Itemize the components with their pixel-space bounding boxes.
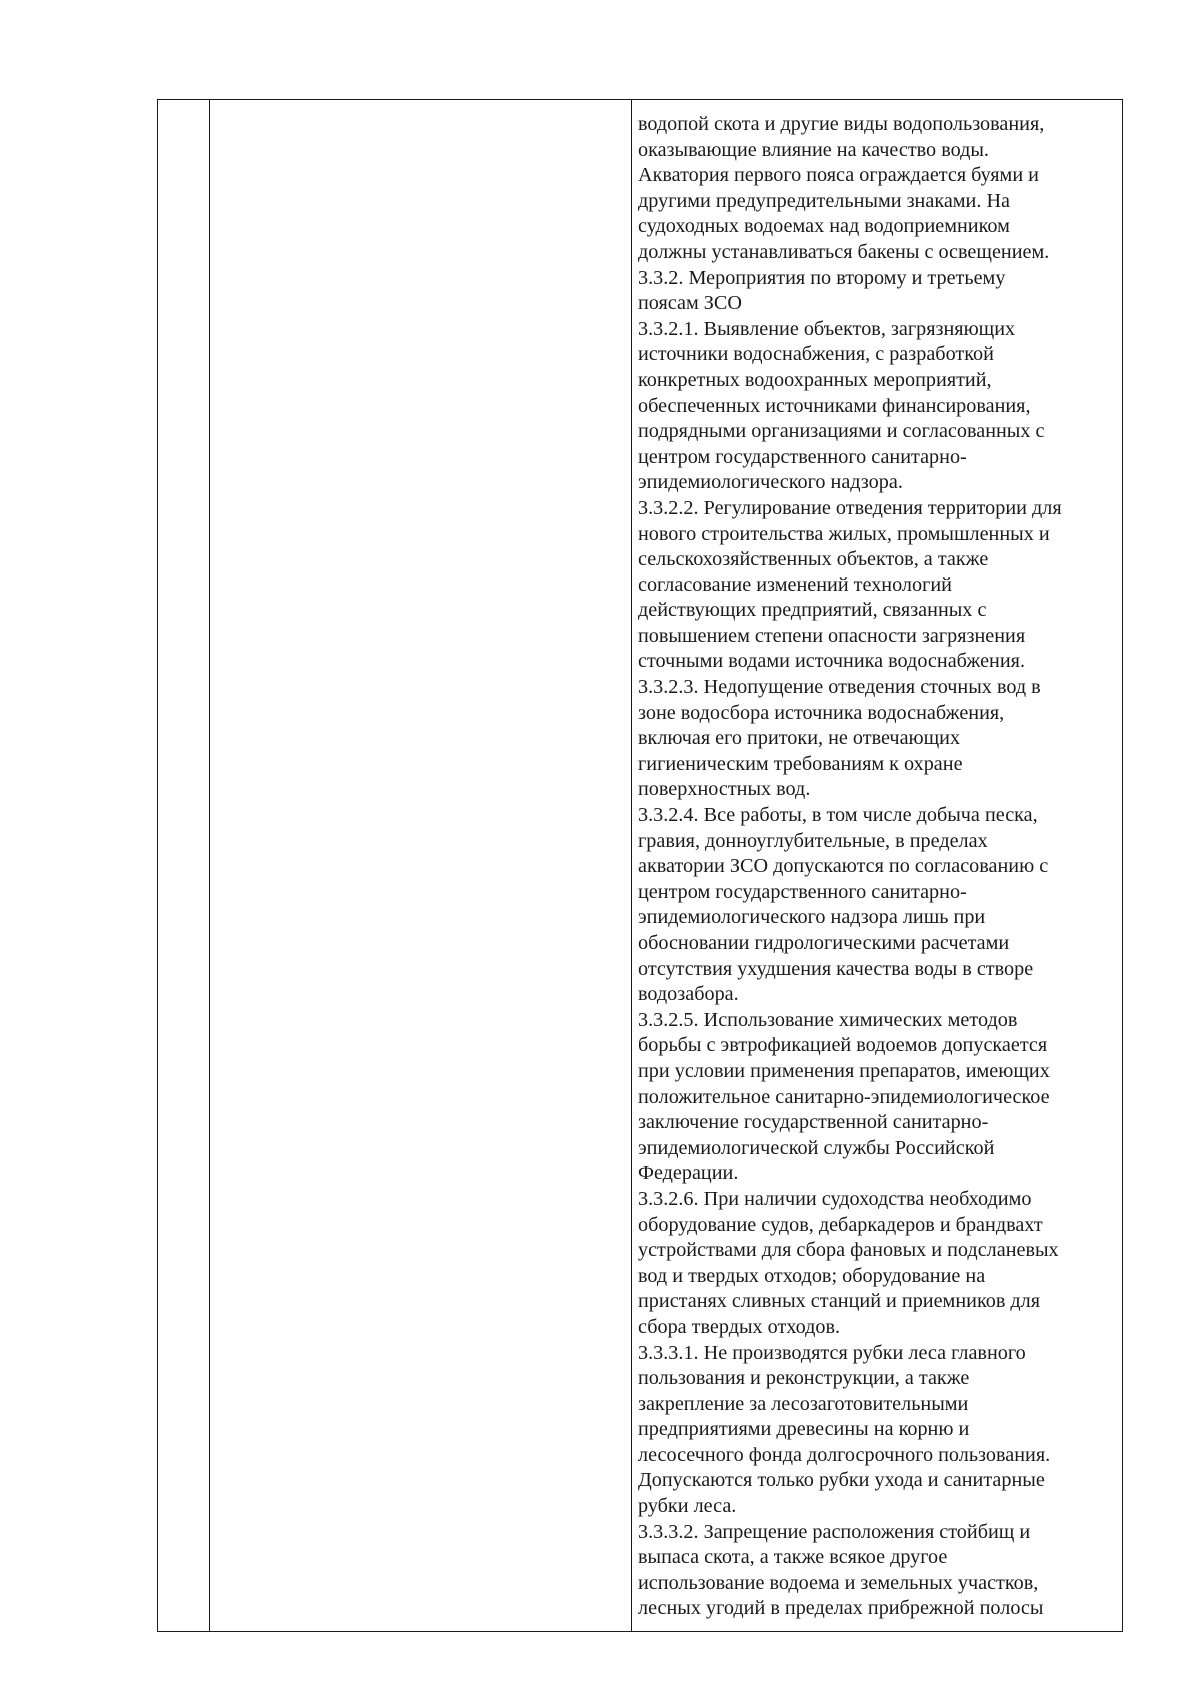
text-line: предприятиями древесины на корню и [638, 1418, 970, 1441]
text-line: закрепление за лесозаготовительными [638, 1392, 969, 1415]
text-line: сбора твердых отходов. [638, 1315, 841, 1338]
table-column-number [158, 100, 210, 1631]
text-line: водопой скота и другие виды водопользования, [638, 113, 1045, 135]
text-line: устройствами для сбора фановых и подсланевых [638, 1239, 1059, 1262]
text-line: водозабора. [638, 983, 739, 1006]
text-line: действующих предприятий, связанных с [638, 599, 987, 622]
text-line: 3.3.2.5. Использование химических методов [638, 1008, 1018, 1031]
text-line: вод и твердых отходов; оборудование на [638, 1264, 986, 1287]
text-line: Акватория первого пояса ограждается буями и [638, 164, 1039, 187]
text-line: другими предупредительными знаками. На [638, 189, 1010, 212]
text-line: 3.3.2.1. Выявление объектов, загрязняющих [638, 317, 1016, 340]
text-line: обеспеченных источниками финансирования, [638, 394, 1031, 417]
text-line: заключение государственной санитарно- [638, 1111, 989, 1134]
text-line: положительное санитарно-эпидемиологическое [638, 1085, 1050, 1108]
text-line: гравия, донноуглубительные, в пределах [638, 829, 988, 852]
text-line: лесных угодий в пределах прибрежной полосы [638, 1597, 1044, 1620]
text-line: источники водоснабжения, с разработкой [638, 343, 994, 366]
text-line: 3.3.2.4. Все работы, в том числе добыча песка, [638, 804, 1038, 827]
text-line: 3.3.2. Мероприятия по второму и третьему [638, 266, 1006, 289]
text-line: зоне водосбора источника водоснабжения, [638, 701, 1005, 724]
text-line: гигиеническим требованиям к охране [638, 752, 963, 775]
text-line: 3.3.3.1. Не производятся рубки леса главного [638, 1341, 1026, 1364]
text-line: пользования и реконструкции, а также [638, 1367, 970, 1390]
text-line: 3.3.2.2. Регулирование отведения территории для [638, 496, 1062, 519]
text-line: пристанях сливных станций и приемников для [638, 1290, 1041, 1313]
text-line: эпидемиологического надзора. [638, 471, 903, 494]
table-column-measures [632, 100, 1122, 1631]
text-line: обосновании гидрологическими расчетами [638, 932, 1010, 954]
text-line: нового строительства жилых, промышленных и [638, 522, 1050, 545]
text-line: согласование изменений технологий [638, 573, 952, 596]
text-line: при условии применения препаратов, имеющих [638, 1059, 1050, 1082]
text-line: включая его притоки, не отвечающих [638, 727, 961, 750]
text-line: поверхностных вод. [638, 778, 811, 801]
text-line: оказывающие влияние на качество воды. [638, 138, 989, 161]
text-line: Федерации. [638, 1162, 739, 1185]
text-line: поясам ЗСО [638, 292, 742, 315]
text-line: лесосечного фонда долгосрочного пользования. [638, 1443, 1051, 1466]
text-line: конкретных водоохранных мероприятий, [638, 368, 992, 391]
text-line: повышением степени опасности загрязнения [638, 624, 1026, 647]
text-line: оборудование судов, дебаркадеров и брандвахт [638, 1213, 1043, 1236]
text-line: центром государственного санитарно- [638, 445, 967, 468]
text-line: центром государственного санитарно- [638, 880, 967, 903]
text-line: отсутствия ухудшения качества воды в створе [638, 957, 1034, 980]
text-line: эпидемиологической службы Российской [638, 1136, 995, 1159]
text-line: 3.3.3.2. Запрещение расположения стойбищ и [638, 1520, 1031, 1543]
text-line: подрядными организациями и согласованных с [638, 420, 1045, 443]
text-line: использование водоема и земельных участков, [638, 1571, 1039, 1594]
text-line: судоходных водоемах над водоприемником [638, 215, 1010, 238]
text-line: рубки леса. [638, 1495, 737, 1518]
text-line: борьбы с эвтрофикацией водоемов допускается [638, 1034, 1048, 1057]
text-line: 3.3.2.6. При наличии судоходства необходимо [638, 1187, 1032, 1210]
document-table [157, 99, 1123, 1632]
text-line: сточными водами источника водоснабжения. [638, 650, 1026, 673]
measures-text-block [638, 112, 1114, 1622]
text-line: Допускаются только рубки ухода и санитарные [638, 1469, 1045, 1492]
text-line: 3.3.2.3. Недопущение отведения сточных вод в [638, 676, 1041, 699]
text-line: сельскохозяйственных объектов, а также [638, 548, 989, 571]
text-line: должны устанавливаться бакены с освещением. [638, 240, 1050, 263]
text-line: эпидемиологического надзора лишь при [638, 906, 986, 929]
text-line: выпаса скота, а также всякое другое [638, 1546, 948, 1569]
text-line: акватории ЗСО допускаются по согласованию с [638, 855, 1049, 878]
table-column-name [210, 100, 632, 1631]
